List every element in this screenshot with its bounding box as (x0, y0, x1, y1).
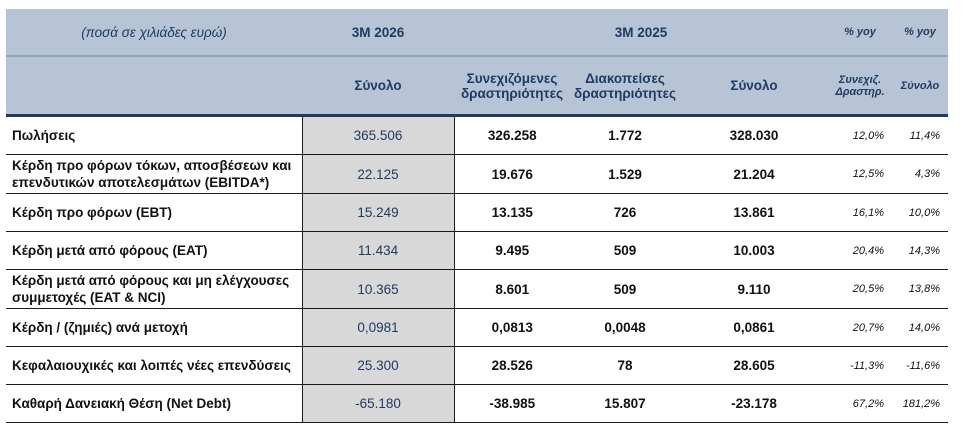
cell-yoy-continuing: 67,2% (828, 385, 892, 423)
cell-total-2026: -65.180 (302, 385, 454, 423)
cell-total-2026: 22.125 (302, 155, 454, 194)
col-discontinued-header (570, 56, 680, 116)
table-row (6, 232, 948, 270)
row-label (6, 232, 302, 270)
cell-discontinued-2025: 726 (570, 194, 680, 232)
cell-total-2025: 10.003 (680, 232, 828, 270)
cell-continuing-2025: 13.135 (454, 194, 570, 232)
col-yoy-continuing-header (828, 56, 892, 116)
cell-yoy-continuing: 20,5% (828, 270, 892, 309)
row-label (6, 194, 302, 232)
cell-total-2025: 328.030 (680, 116, 828, 155)
col-discontinued-line2: δραστηριότητες (573, 85, 677, 101)
header-row-columns (6, 56, 948, 116)
cell-total-2026: 11.434 (302, 232, 454, 270)
table-row (6, 385, 948, 423)
cell-discontinued-2025: 15.807 (570, 385, 680, 423)
cell-total-2026: 25.300 (302, 347, 454, 385)
cell-total-2025: 9.110 (680, 270, 828, 309)
cell-total-2025: 0,0861 (680, 309, 828, 347)
cell-total-2026: 15.249 (302, 194, 454, 232)
col-discontinued-line1: Διακοπείσες (585, 70, 665, 86)
cell-total-2026: 365.506 (302, 116, 454, 155)
financial-results-table (6, 9, 948, 423)
cell-yoy-continuing: 20,4% (828, 232, 892, 270)
row-label-line1: Κέρδη προ φόρων (EBT) (12, 205, 172, 220)
row-label (6, 116, 302, 155)
cell-yoy-continuing: -11,3% (828, 347, 892, 385)
col-continuing-header (454, 56, 570, 116)
cell-total-2026: 0,0981 (302, 309, 454, 347)
period-prior-header: 3M 2025 (454, 9, 828, 56)
cell-discontinued-2025: 509 (570, 270, 680, 309)
row-label (6, 347, 302, 385)
cell-continuing-2025: 8.601 (454, 270, 570, 309)
cell-continuing-2025: 28.526 (454, 347, 570, 385)
cell-yoy-total: -11,6% (892, 347, 948, 385)
table-row (6, 116, 948, 155)
row-label (6, 309, 302, 347)
col-total-current-header: Σύνολο (302, 56, 454, 116)
cell-discontinued-2025: 1.529 (570, 155, 680, 194)
cell-continuing-2025: -38.985 (454, 385, 570, 423)
cell-total-2025: 13.861 (680, 194, 828, 232)
col-yoy-cont-line2: Δραστηρ. (835, 85, 885, 98)
table-row (6, 347, 948, 385)
table-row (6, 155, 948, 194)
table-row (6, 270, 948, 309)
yoy-header-1: % yoy (828, 9, 892, 56)
row-label-line1: Κέρδη μετά από φόρους και μη ελέγχουσες (12, 273, 290, 288)
units-label: (ποσά σε χιλιάδες ευρώ) (6, 9, 302, 56)
cell-continuing-2025: 9.495 (454, 232, 570, 270)
table-row (6, 309, 948, 347)
cell-discontinued-2025: 78 (570, 347, 680, 385)
table-row (6, 194, 948, 232)
cell-discontinued-2025: 1.772 (570, 116, 680, 155)
row-label-line1: Πωλήσεις (12, 128, 76, 143)
period-current-header: 3M 2026 (302, 9, 454, 56)
cell-yoy-total: 181,2% (892, 385, 948, 423)
row-label (6, 155, 302, 194)
cell-yoy-total: 10,0% (892, 194, 948, 232)
cell-yoy-total: 11,4% (892, 116, 948, 155)
col-continuing-line1: Συνεχιζόμενες (466, 70, 558, 86)
cell-yoy-total: 14,0% (892, 309, 948, 347)
cell-yoy-continuing: 16,1% (828, 194, 892, 232)
cell-yoy-continuing: 20,7% (828, 309, 892, 347)
cell-yoy-total: 13,8% (892, 270, 948, 309)
row-label-line2: συμμετοχές (EAT & NCI) (12, 290, 166, 305)
header-blank-cell (6, 56, 302, 116)
col-yoy-cont-line1: Συνεχιζ. (838, 73, 882, 86)
header-row-periods (6, 9, 948, 56)
row-label-line1: Καθαρή Δανειακή Θέση (Net Debt) (12, 396, 231, 411)
row-label-line1: Κέρδη προ φόρων τόκων, αποσβέσεων και (12, 158, 292, 173)
yoy-header-2: % yoy (892, 9, 948, 56)
cell-continuing-2025: 19.676 (454, 155, 570, 194)
cell-yoy-continuing: 12,5% (828, 155, 892, 194)
row-label (6, 385, 302, 423)
cell-total-2025: 28.605 (680, 347, 828, 385)
row-label-line1: Κέρδη / (ζημιές) ανά μετοχή (12, 320, 188, 335)
cell-yoy-total: 14,3% (892, 232, 948, 270)
cell-total-2025: -23.178 (680, 385, 828, 423)
cell-continuing-2025: 326.258 (454, 116, 570, 155)
col-total-prior-header: Σύνολο (680, 56, 828, 116)
cell-discontinued-2025: 0,0048 (570, 309, 680, 347)
row-label-line1: Κέρδη μετά από φόρους (EAT) (12, 243, 208, 258)
row-label-line2: επενδυτικών αποτελεσμάτων (EBITDA*) (12, 175, 270, 190)
cell-discontinued-2025: 509 (570, 232, 680, 270)
cell-total-2026: 10.365 (302, 270, 454, 309)
row-label (6, 270, 302, 309)
col-continuing-line2: δραστηριότητες (460, 85, 564, 101)
cell-yoy-total: 4,3% (892, 155, 948, 194)
row-label-line1: Κεφαλαιουχικές και λοιπές νέες επενδύσεις (12, 358, 291, 373)
cell-continuing-2025: 0,0813 (454, 309, 570, 347)
financial-results-table-container (6, 9, 948, 423)
table-body (6, 116, 948, 423)
col-yoy-total-header: Σύνολο (892, 56, 948, 116)
cell-yoy-continuing: 12,0% (828, 116, 892, 155)
cell-total-2025: 21.204 (680, 155, 828, 194)
